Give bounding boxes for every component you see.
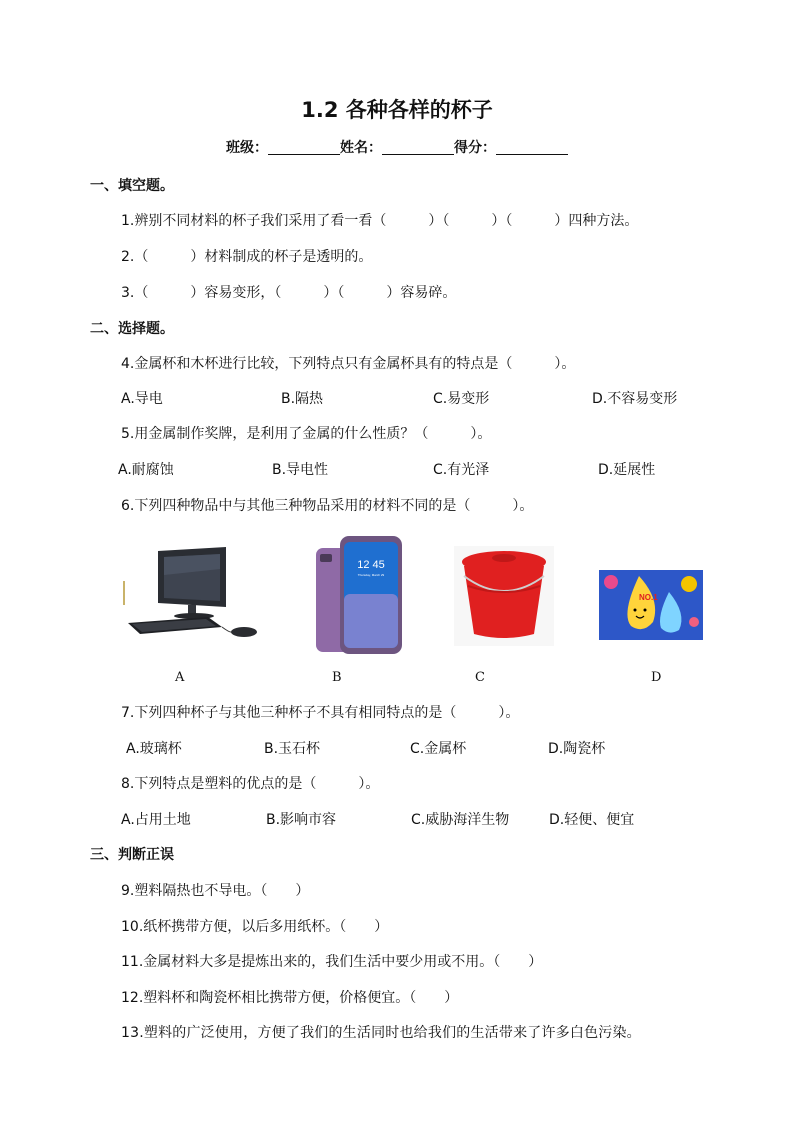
score-label: 得分： <box>454 140 496 156</box>
section-choice: 二、选择题。 <box>90 321 174 337</box>
q7-option-b[interactable]: B.玉石杯 <box>264 741 321 757</box>
phone-date: Thursday, March 29 <box>357 573 385 577</box>
question-6: 6.下列四种物品中与其他三种物品采用的材料不同的是（ ）。 <box>121 498 534 514</box>
pic-label-b: B <box>332 670 342 685</box>
q7-option-c[interactable]: C.金属杯 <box>410 741 467 757</box>
pic-label-d: D <box>651 670 662 685</box>
q5-option-d[interactable]: D.延展性 <box>598 462 656 478</box>
name-blank[interactable] <box>382 140 454 155</box>
phone-time: 12 45 <box>357 559 385 571</box>
name-label: 姓名： <box>340 140 382 156</box>
sticker-poster-image[interactable] <box>599 570 703 640</box>
question-3: 3.（ ）容易变形，（ ）（ ）容易碎。 <box>121 285 457 301</box>
question-2: 2.（ ）材料制成的杯子是透明的。 <box>121 249 373 265</box>
phone-image[interactable] <box>314 534 404 656</box>
question-13: 13.塑料的广泛使用，方便了我们的生活同时也给我们的生活带来了许多白色污染。 <box>121 1025 641 1041</box>
question-7: 7.下列四种杯子与其他三种杯子不具有相同特点的是（ ）。 <box>121 705 520 721</box>
q8-option-d[interactable]: D.轻便、便宜 <box>549 812 635 828</box>
score-blank[interactable] <box>496 140 568 155</box>
class-label: 班级： <box>226 140 268 156</box>
q4-option-a[interactable]: A.导电 <box>121 391 163 407</box>
q4-option-b[interactable]: B.隔热 <box>281 391 324 407</box>
q8-option-a[interactable]: A.占用土地 <box>121 812 191 828</box>
question-4: 4.金属杯和木杯进行比较，下列特点只有金属杯具有的特点是（ ）。 <box>121 356 576 372</box>
student-info-line <box>0 137 794 157</box>
q4-option-d[interactable]: D.不容易变形 <box>592 391 678 407</box>
question-5: 5.用金属制作奖牌，是利用了金属的什么性质？（ ）。 <box>121 426 492 442</box>
q8-option-b[interactable]: B.影响市容 <box>266 812 337 828</box>
bucket-image[interactable] <box>454 546 554 646</box>
question-12: 12.塑料杯和陶瓷杯相比携带方便，价格便宜。（ ） <box>121 990 459 1006</box>
q7-option-d[interactable]: D.陶瓷杯 <box>548 741 606 757</box>
q5-option-a[interactable]: A.耐腐蚀 <box>118 462 174 478</box>
section-fill-blank: 一、填空题。 <box>90 178 174 194</box>
sticker-text: NO.1 <box>639 593 658 602</box>
pic-label-a: A <box>175 670 185 685</box>
q7-option-a[interactable]: A.玻璃杯 <box>126 741 182 757</box>
q5-option-b[interactable]: B.导电性 <box>272 462 329 478</box>
q5-option-c[interactable]: C.有光泽 <box>433 462 490 478</box>
question-9: 9.塑料隔热也不导电。（ ） <box>121 883 310 899</box>
q4-option-c[interactable]: C.易变形 <box>433 391 490 407</box>
class-blank[interactable] <box>268 140 340 155</box>
question-1: 1.辨别不同材料的杯子我们采用了看一看（ ）（ ）（ ）四种方法。 <box>121 213 639 229</box>
section-true-false: 三、判断正误 <box>90 847 174 863</box>
page-title: 1.2 各种各样的杯子 <box>301 98 493 122</box>
pic-label-c: C <box>475 670 485 685</box>
question-11: 11.金属材料大多是提炼出来的，我们生活中要少用或不用。（ ） <box>121 954 543 970</box>
question-10: 10.纸杯携带方便，以后多用纸杯。（ ） <box>121 919 389 935</box>
question-8: 8.下列特点是塑料的优点的是（ ）。 <box>121 776 380 792</box>
q8-option-c[interactable]: C.威胁海洋生物 <box>411 812 510 828</box>
computer-image[interactable] <box>118 545 262 645</box>
